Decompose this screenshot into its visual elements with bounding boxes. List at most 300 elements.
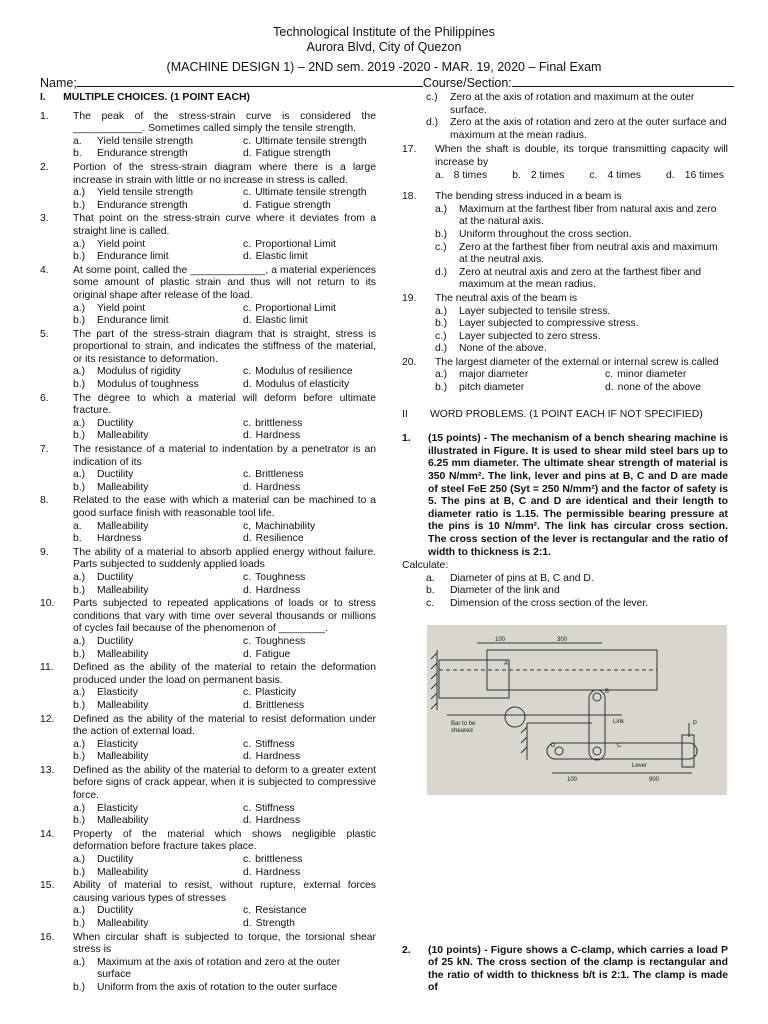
option-letter: a.	[435, 169, 444, 181]
option	[73, 739, 231, 752]
option-text: Ductility	[97, 469, 134, 481]
option-letter: a.)	[73, 571, 86, 583]
option-text: brittleness	[255, 854, 303, 866]
q16-continued-options	[402, 92, 728, 142]
question-text: The part of the stress-strain diagram that is straight, stress is proportional to strain, and indicates the stiffness of the material, or its resistance to deformation.	[73, 328, 376, 365]
option-letter: d.	[243, 251, 252, 263]
option	[73, 918, 231, 931]
option-letter: d.)	[435, 343, 448, 355]
option-text: Uniform from the axis of rotation to the outer surface	[97, 981, 338, 993]
question-text: The degree to which a material will deform before ultimate fracture.	[73, 392, 376, 417]
option	[231, 418, 376, 431]
option-letter: d.	[243, 815, 252, 827]
question-text: Portion of the stress-strain diagram where there is a large increase in strain with little or no increase in stress is called.	[73, 161, 376, 186]
question-item	[40, 547, 376, 597]
option	[231, 187, 376, 200]
option-letter: c.	[243, 687, 252, 699]
option-text: Stiffness	[255, 738, 295, 750]
option-letter: b.)	[435, 228, 448, 240]
option	[231, 854, 376, 867]
problem-2	[402, 945, 728, 995]
option-letter: c.	[243, 802, 252, 814]
option-letter: c.	[243, 302, 252, 314]
option-text: Plasticity	[255, 687, 297, 699]
option-text: Ductility	[97, 571, 134, 583]
option-text: brittleness	[255, 417, 303, 429]
question-item	[402, 357, 728, 395]
option	[231, 482, 376, 495]
question-text: Related to the ease with which a material can be machined to a good surface finish with reasonable tool life.	[73, 495, 376, 519]
pin-c	[593, 747, 601, 755]
question-item	[40, 829, 376, 879]
option	[426, 117, 728, 142]
option	[73, 521, 231, 534]
question-text: The bending stress induced in a beam is	[435, 191, 622, 203]
question-options	[73, 739, 376, 764]
option-text: Maximum at the axis of rotation and zero at the outer surface	[97, 956, 341, 981]
option-grid	[73, 366, 376, 391]
option	[435, 382, 593, 395]
question-item	[40, 662, 376, 712]
option-letter: d.)	[435, 266, 448, 278]
option-letter: d.	[243, 430, 252, 442]
option	[73, 136, 231, 149]
option	[73, 533, 231, 546]
option	[73, 957, 376, 982]
section-1-title: I. MULTIPLE CHOICES. (1 POINT EACH)	[40, 92, 250, 103]
option-text: Machinability	[255, 520, 316, 532]
question-text: The neutral axis of the beam is	[435, 292, 578, 304]
option	[231, 251, 376, 264]
question-number: 17.	[402, 144, 417, 156]
question-text: At some point, called the _____________, a material experiences some amount of plastic strain and thus will not return to its original shape after release of the load.	[73, 264, 376, 301]
option-text: Malleability	[97, 430, 149, 442]
figure-dim-900: 900	[649, 776, 660, 783]
option-letter: b.)	[73, 430, 86, 442]
option	[231, 379, 376, 392]
option-text: Yield tensile strength	[97, 135, 194, 147]
option	[73, 572, 231, 585]
question-options	[73, 636, 376, 661]
option-letter: d.	[243, 533, 252, 545]
option-text: Uniform throughout the cross section.	[459, 228, 632, 240]
option-grid	[73, 803, 376, 828]
option-letter: b.)	[73, 981, 86, 993]
option-grid	[73, 572, 376, 597]
question-number: 9.	[40, 546, 49, 558]
question-text: Property of the material which shows negligible plastic deformation before fracture takes place.	[73, 828, 376, 853]
question-number: 7.	[40, 444, 49, 456]
option-grid	[73, 854, 376, 879]
question-number: 13.	[40, 764, 55, 776]
question-text: Defined as the ability of the material to resist deformation under the action of external load.	[73, 713, 376, 738]
option	[231, 572, 376, 585]
option-letter: c.	[243, 469, 252, 481]
option-text: Zero at the axis of rotation and zero at the outer surface and maximum at the mean radius.	[450, 117, 727, 141]
figure-label-c: C	[617, 742, 622, 749]
option-letter: b.)	[73, 315, 86, 327]
question-number: 12.	[40, 713, 55, 725]
option-letter: d.	[243, 918, 252, 929]
option-letter: a.)	[435, 203, 448, 215]
option	[435, 267, 728, 292]
option-text: Resilience	[255, 533, 304, 545]
option-letter: c.	[243, 366, 252, 378]
option-text: minor diameter	[617, 369, 687, 381]
option-letter: d.	[243, 751, 252, 763]
option-text: Malleability	[97, 815, 149, 827]
option-text: Dimension of the cross section of the lever.	[450, 597, 649, 609]
option	[435, 229, 728, 242]
option-text: Malleability	[97, 648, 149, 660]
question-number: 18.	[402, 191, 417, 203]
problem-1	[402, 433, 728, 559]
option-text: Malleability	[97, 481, 149, 493]
exam-title: (MACHINE DESIGN 1) – 2ND sem. 2019 -2020 - MAR. 19, 2020 – Final Exam	[166, 60, 602, 74]
option	[231, 239, 376, 252]
option-letter: b.)	[73, 699, 86, 711]
question-text: That point on the stress-strain curve where it deviates from a straight line is called.	[73, 213, 376, 237]
option	[231, 700, 376, 713]
figure-dim-300: 300	[557, 636, 568, 643]
question-number: 4.	[40, 264, 49, 276]
question-text: The largest diameter of the external or internal screw is called	[435, 356, 719, 368]
question-text: The resistance of a material to indentation by a penetrator is an indication of its	[73, 444, 376, 468]
pin-b	[593, 693, 601, 701]
shearing-mechanism-diagram	[427, 625, 727, 795]
option	[231, 366, 376, 379]
option-letter: d.	[243, 699, 252, 711]
section-2-heading	[402, 409, 728, 422]
wall-hatch	[431, 653, 437, 709]
question-text: The ability of a material to absorb applied energy without failure. Parts subjected to suddenly applied loads	[73, 546, 376, 571]
option	[426, 573, 728, 586]
option	[231, 636, 376, 649]
name-label: Name;	[40, 76, 77, 90]
figure-label-lever: Lever	[632, 762, 648, 769]
option-text: pitch diameter	[459, 382, 525, 394]
question-number: 3.	[40, 213, 49, 225]
figure-label-a: A	[504, 660, 509, 667]
option-letter: b.)	[435, 382, 448, 394]
option-letter: c.	[243, 571, 252, 583]
option-text: Zero at the axis of rotation and maximum at the outer surface.	[450, 92, 695, 116]
problem-2-number: 2.	[402, 944, 411, 956]
option-text: Endurance limit	[97, 315, 169, 327]
option	[435, 343, 728, 356]
option	[73, 751, 231, 764]
question-options	[73, 303, 376, 328]
option-grid	[73, 303, 376, 328]
option-letter: d.	[243, 379, 252, 391]
option-text: major diameter	[459, 369, 529, 381]
question-item	[40, 765, 376, 828]
option-text: 16 times	[684, 169, 724, 181]
option	[73, 803, 231, 816]
option	[73, 585, 231, 598]
option-text: Hardness	[255, 584, 301, 596]
option	[231, 585, 376, 598]
question-item	[40, 714, 376, 764]
option-text: Ultimate tensile strength	[255, 135, 367, 147]
option-text: Proportional Limit	[255, 302, 336, 314]
option	[73, 379, 231, 392]
option-letter: a.)	[435, 305, 448, 317]
calculate-label: Calculate:	[402, 560, 449, 572]
question-number: 16.	[40, 931, 55, 943]
option-text: Ductility	[97, 417, 134, 429]
problem-1-number: 1.	[402, 433, 411, 445]
option-letter: b.)	[73, 815, 86, 827]
option	[73, 418, 231, 431]
option	[73, 303, 231, 316]
option-text: Diameter of the link and	[450, 585, 560, 597]
option-text: Malleability	[97, 584, 149, 596]
option	[426, 92, 728, 117]
option-text: Fatigue	[255, 648, 291, 660]
option-letter: d.	[243, 866, 252, 878]
question-text: When circular shaft is subjected to torque, the torsional shear stress is	[73, 931, 376, 956]
problem-2-text: (10 points) - Figure shows a C-clamp, which carries a load P of 25 kN. The cross section of the clamp is rectangular and the ratio of width to thickness b/t is 2:1. The clamp is made of	[428, 944, 728, 994]
option-letter: b.	[73, 148, 82, 160]
option	[666, 170, 724, 183]
option	[231, 430, 376, 443]
question-item	[40, 444, 376, 494]
option-text: Elasticity	[97, 802, 138, 814]
option-letter: a.)	[73, 417, 86, 429]
option-letter: a.)	[73, 187, 86, 199]
multiple-choice-list	[40, 111, 376, 995]
option-text: none of the above	[617, 382, 701, 394]
option	[73, 251, 231, 264]
option-letter: d.	[243, 148, 252, 160]
option-letter: a.	[426, 572, 435, 584]
option-letter: c,	[243, 520, 252, 532]
option-text: Proportional Limit	[255, 238, 336, 250]
option-text: Elasticity	[97, 738, 138, 750]
option	[231, 303, 376, 316]
option-letter: c.)	[426, 92, 438, 103]
shearing-machine-figure	[427, 625, 727, 795]
option-letter: d.	[243, 584, 252, 596]
option	[426, 598, 728, 611]
question-item	[402, 144, 728, 182]
option-text: Layer subjected to tensile stress.	[459, 305, 611, 317]
option-text: Fatigue strength	[255, 199, 331, 211]
option-letter: c.)	[435, 330, 447, 342]
option-text: Malleability	[97, 751, 149, 763]
option-text: Maximum at the farthest fiber from natural axis and zero at the natural axis.	[459, 203, 717, 228]
option-letter: c.	[589, 169, 598, 181]
option-letter: b.	[512, 169, 521, 181]
name-course-line	[40, 75, 730, 90]
option-letter: c.	[243, 635, 252, 647]
question-number: 19.	[402, 292, 417, 304]
option	[231, 533, 376, 546]
figure-label-b: B	[605, 688, 610, 695]
question-options	[73, 572, 376, 597]
option-text: Brittleness	[255, 469, 304, 481]
option	[435, 170, 487, 183]
question-options	[435, 306, 728, 356]
option-text: Elasticity	[97, 687, 138, 699]
option-row	[435, 170, 728, 183]
option-text: Endurance strength	[97, 148, 188, 160]
option-text: Ductility	[97, 635, 134, 647]
option-text: Hardness	[255, 815, 301, 827]
option	[435, 331, 728, 344]
section-2-title: WORD PROBLEMS. (1 POINT EACH IF NOT SPECIFIED)	[430, 408, 703, 420]
question-options	[73, 957, 376, 995]
option-letter: b.	[73, 533, 82, 545]
option	[589, 170, 641, 183]
option	[231, 687, 376, 700]
question-number: 8.	[40, 495, 49, 507]
question-number: 20.	[402, 356, 417, 368]
option	[73, 200, 231, 213]
option-text: Modulus of elasticity	[255, 379, 350, 391]
option-letter: d.	[243, 199, 252, 211]
pin-d	[555, 747, 563, 755]
question-options	[73, 803, 376, 828]
question-text: The peak of the stress-strain curve is considered the ____________. Sometimes called simply the tensile strength.	[73, 110, 376, 135]
option-text: Resistance	[255, 905, 307, 917]
option	[435, 204, 728, 229]
question-text: Ability of material to resist, without rupture, external forces causing various types of stresses	[73, 880, 376, 904]
option-letter: a.	[73, 135, 82, 147]
option	[593, 369, 728, 382]
option	[73, 315, 231, 328]
option-letter: c.	[426, 597, 435, 609]
option	[231, 136, 376, 149]
option	[231, 469, 376, 482]
question-text: Parts subjected to repeated applications of loads or to stress conditions that vary with time over several thousands or millions of cycles fail because of the phenomenon of ________.	[73, 598, 376, 635]
option-letter: c.)	[435, 241, 447, 253]
option-grid	[73, 469, 376, 494]
question-options	[73, 521, 376, 546]
option-text: Ductility	[97, 854, 134, 866]
option-letter: b.)	[73, 918, 86, 929]
option-text: 2 times	[530, 169, 565, 181]
option	[73, 982, 376, 995]
option-letter: b.)	[73, 584, 86, 596]
option-grid	[73, 636, 376, 661]
option	[231, 739, 376, 752]
question-item	[40, 393, 376, 443]
option-text: Elastic limit	[255, 251, 308, 263]
question-number: 15.	[40, 880, 55, 892]
option-text: Endurance limit	[97, 251, 169, 263]
option	[73, 469, 231, 482]
question-options	[73, 418, 376, 443]
option-letter: a.)	[73, 854, 86, 866]
option-letter: a.)	[73, 469, 86, 481]
option-letter: d.	[243, 648, 252, 660]
option-text: Hardness	[255, 866, 301, 878]
option-text: 8 times	[453, 169, 488, 181]
option-letter: c.	[243, 905, 252, 917]
option	[73, 482, 231, 495]
option	[593, 382, 728, 395]
option-text: Malleability	[97, 866, 149, 878]
figure-label-bar-1: Bar to be	[451, 720, 476, 727]
question-item	[40, 162, 376, 212]
option-letter: a.)	[73, 905, 86, 917]
figure-label-p: P	[693, 720, 698, 727]
option	[73, 867, 231, 880]
option-letter: b.)	[73, 251, 86, 263]
right-column	[402, 92, 728, 995]
option-text: Toughness	[255, 635, 306, 647]
option-text: Brittleness	[255, 699, 305, 711]
question-item	[40, 598, 376, 661]
option-letter: b.)	[73, 481, 86, 493]
handle-grip	[682, 735, 694, 767]
option	[73, 649, 231, 662]
section-2-number: II	[402, 408, 408, 420]
option-text: Strength	[255, 918, 295, 929]
option-text: Stiffness	[255, 802, 295, 814]
institution-address: Aurora Blvd, City of Quezon	[306, 40, 462, 54]
option	[435, 306, 728, 319]
question-number: 11.	[40, 662, 54, 674]
option-grid	[73, 687, 376, 712]
upper-blade	[439, 660, 509, 698]
option	[231, 751, 376, 764]
question-text: Defined as the ability of the material to retain the deformation produced under the load on permanent basis.	[73, 662, 376, 686]
question-item	[40, 880, 376, 930]
question-options	[73, 136, 376, 161]
option-text: Endurance strength	[97, 199, 188, 211]
option	[231, 867, 376, 880]
question-options	[73, 187, 376, 212]
question-text: When the shaft is double, its torque transmitting capacity will increase by	[435, 144, 728, 168]
question-item	[402, 191, 728, 292]
question-item	[40, 213, 376, 263]
left-column	[40, 92, 376, 996]
option-text: Yield point	[97, 302, 146, 314]
option	[231, 148, 376, 161]
question-options	[73, 366, 376, 391]
option-letter: b.)	[73, 648, 86, 660]
option-letter: c.	[243, 854, 252, 866]
option	[73, 366, 231, 379]
option	[426, 585, 728, 598]
question-options	[435, 369, 728, 394]
question-item	[40, 111, 376, 161]
option-text: Hardness	[255, 751, 301, 763]
institution-name: Technological Institute of the Philippines	[273, 25, 495, 39]
option	[231, 521, 376, 534]
option-text: Modulus of rigidity	[97, 366, 181, 378]
option-letter: d.)	[426, 117, 439, 129]
option	[73, 430, 231, 443]
option-text: Hardness	[255, 481, 301, 493]
option	[231, 200, 376, 213]
option	[73, 700, 231, 713]
option-grid	[73, 905, 376, 930]
question-options	[73, 905, 376, 930]
option-grid	[73, 739, 376, 764]
option	[73, 815, 231, 828]
figure-label-link: Link	[613, 718, 625, 725]
option-grid	[73, 418, 376, 443]
option-text: Zero at neutral axis and zero at the farthest fiber and maximum at the mean radius.	[459, 266, 702, 291]
option-letter: a.)	[73, 302, 86, 314]
option-letter: b.)	[73, 199, 86, 211]
question-item	[40, 932, 376, 995]
question-number: 5.	[40, 328, 49, 340]
